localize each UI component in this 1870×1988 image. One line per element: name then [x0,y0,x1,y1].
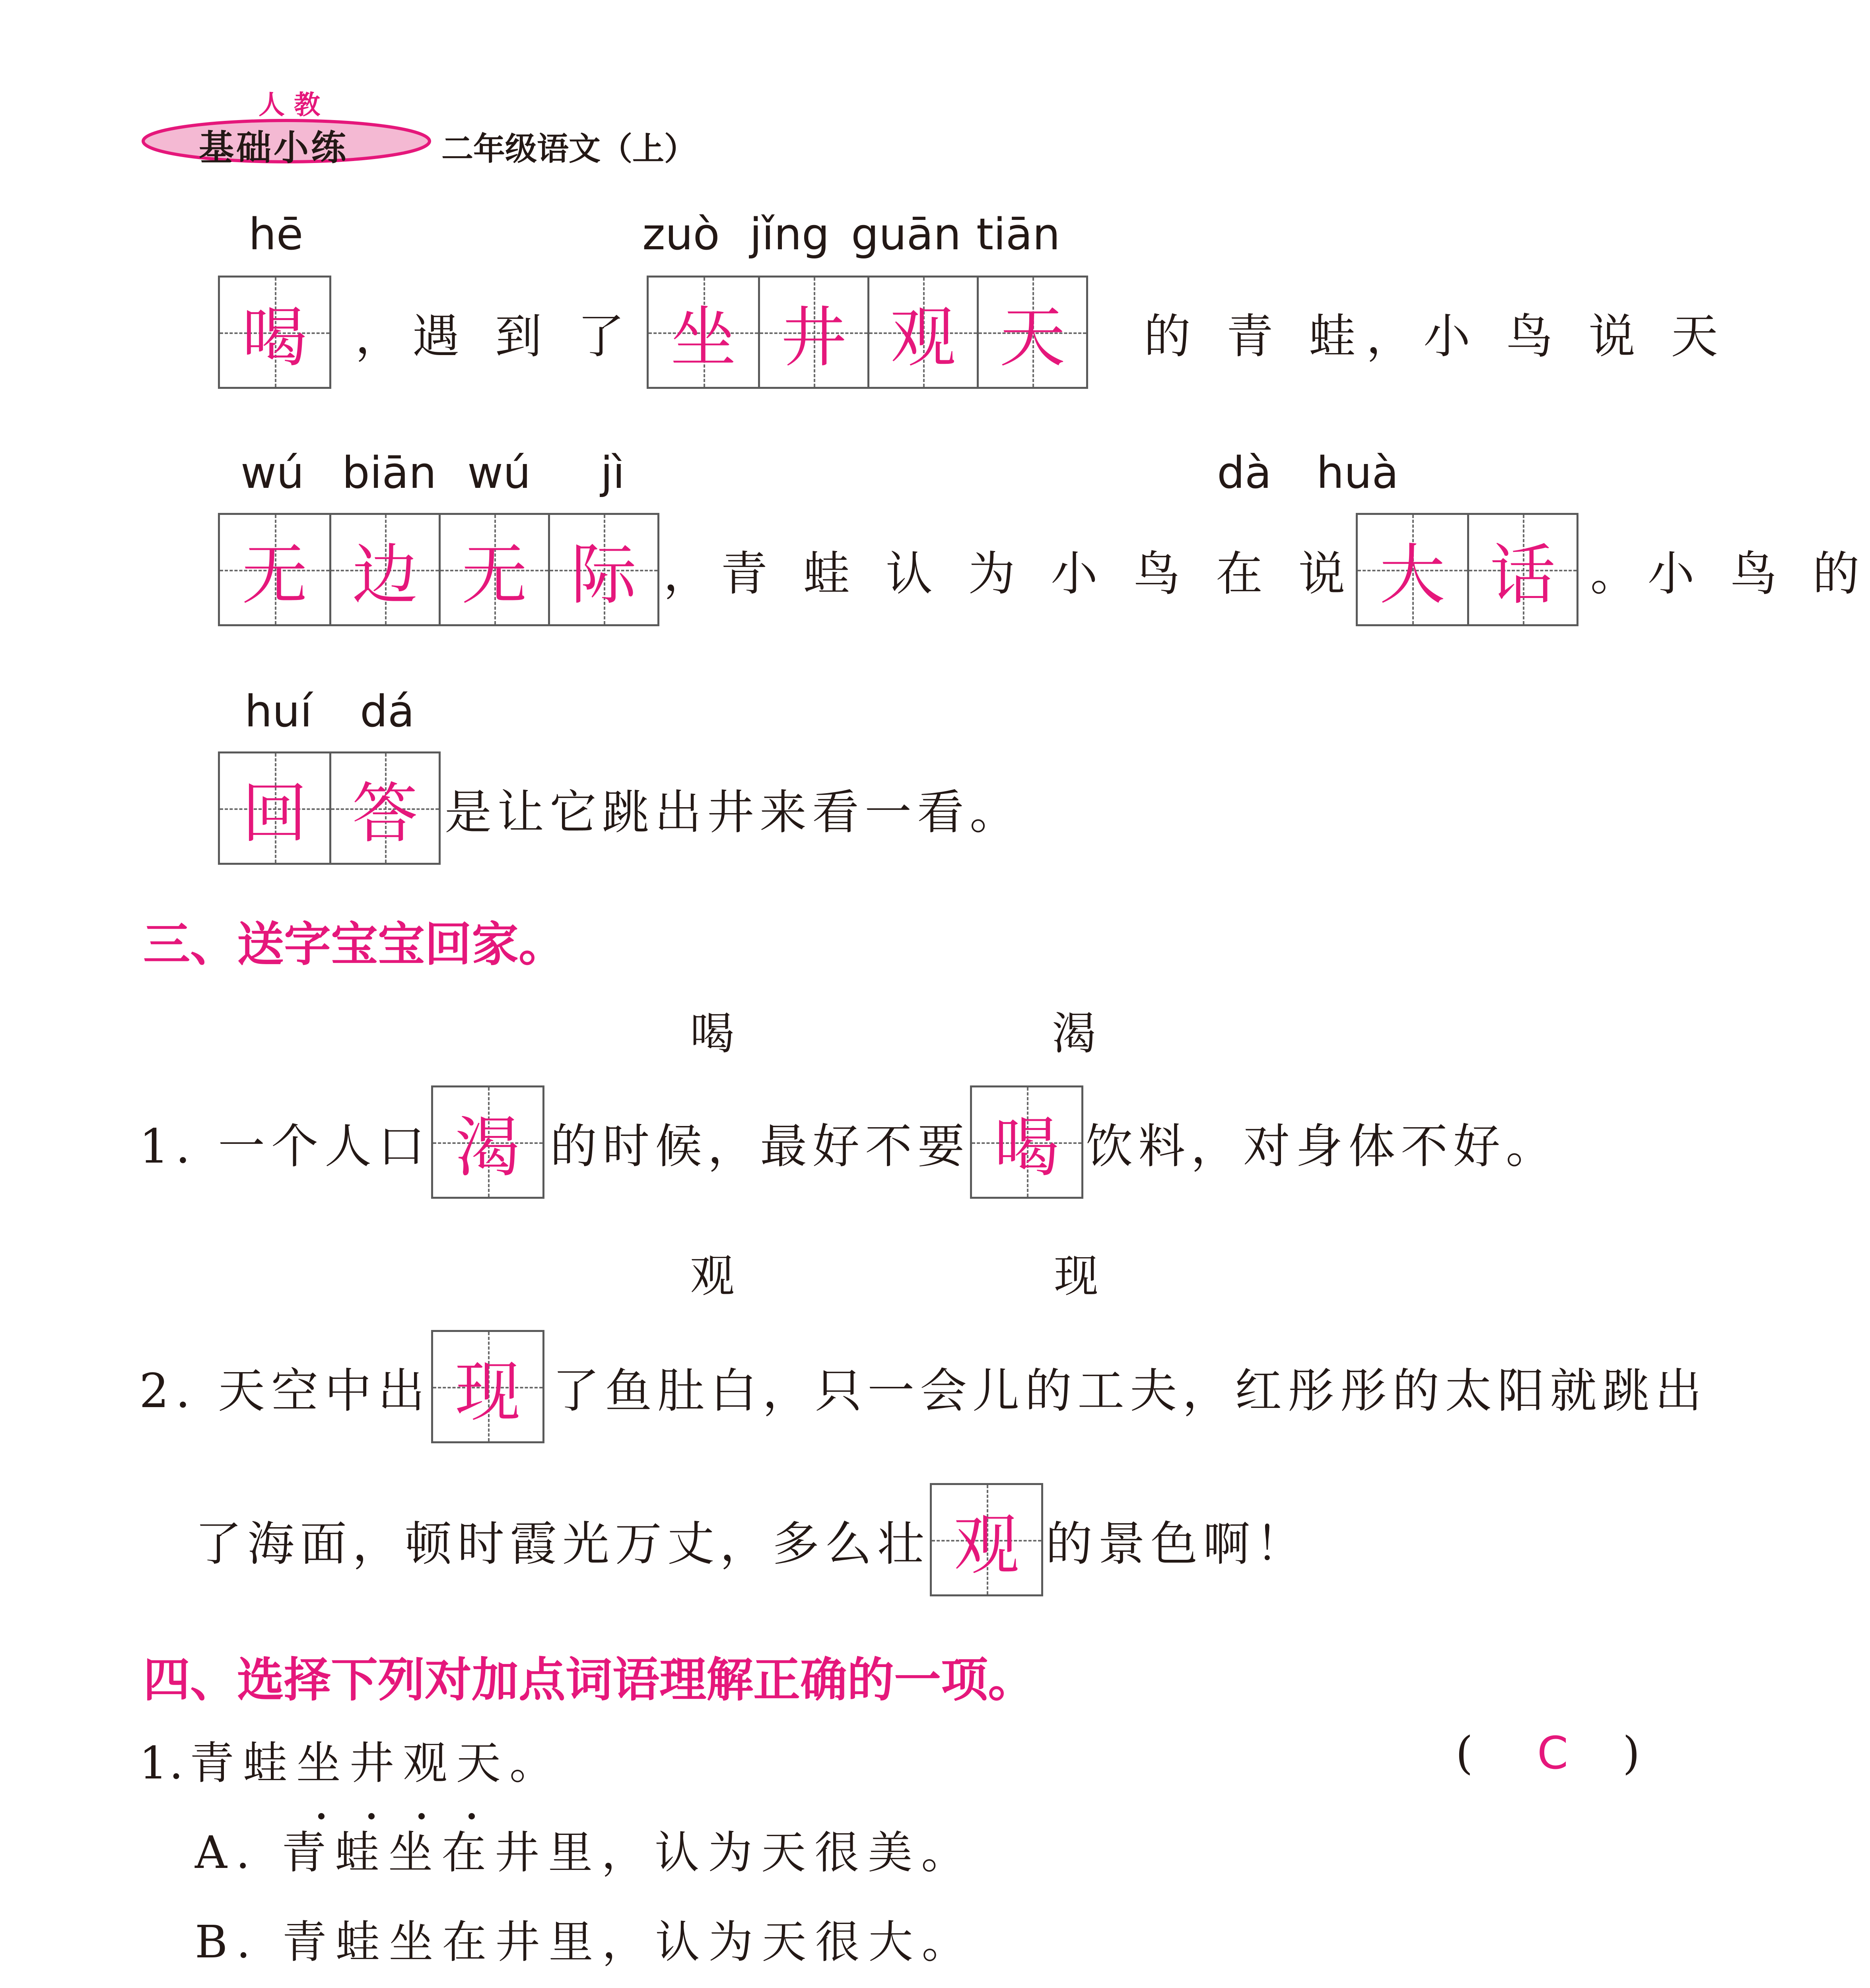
question-text: 1. 一个人口 [139,1118,432,1174]
answer-grid-huida [218,751,441,865]
section-3-title: 三、送字宝宝回家。 [143,917,566,972]
grid-cell: 际 [548,515,657,624]
line-2 [218,513,1870,626]
grid-cell: 无 [439,515,548,624]
text-segment: 的 青 蛙，小 鸟 说 天 [1144,309,1728,364]
pinyin-guan: guān [851,209,961,260]
answer-mark: C [1537,1728,1569,1779]
paren-close: ) [1623,1728,1640,1779]
grid-cell: 喝 [972,1087,1081,1197]
pinyin-da: dà [1217,447,1272,498]
line-3 [218,751,1022,865]
char-choice-he: 喝 [690,1008,735,1060]
line-1 [218,276,1728,389]
dotted-phrase: 坐井观天 [296,1728,509,1792]
pinyin-ji: jì [601,447,625,498]
pinyin-da2: dá [360,686,415,737]
question-3-2 [139,1330,1707,1443]
question-stem: 青蛙 [189,1738,296,1789]
text-segment: 。小 鸟 的 [1590,546,1870,601]
answer-grid [970,1085,1083,1199]
pinyin-tian: tiān [976,209,1060,260]
text-segment: ，遇 到 了 [355,309,635,364]
header [139,83,736,179]
pinyin-hua: huà [1316,447,1399,498]
grid-cell: 坐 [649,278,758,387]
question-3-1 [139,1085,1558,1199]
grid-cell: 观 [867,278,977,387]
char-choice-guan: 观 [690,1250,735,1302]
grid-cell: 喝 [220,278,329,387]
char-choice-ke: 渴 [1052,1008,1096,1060]
option-b: B. 青蛙坐在井里，认为天很大。 [195,1916,975,1968]
grid-cell: 现 [433,1332,542,1441]
grid-cell: 边 [329,515,439,624]
question-3-2-continued [195,1483,1308,1596]
grid-cell: 渴 [433,1087,542,1197]
question-text: 饮料，对身体不好。 [1086,1118,1559,1174]
grid-cell: 天 [977,278,1086,387]
grid-cell: 答 [329,753,439,863]
question-text: 了海面，顿时霞光万丈，多么壮 [195,1516,930,1571]
pinyin-jing: jǐng [750,209,830,260]
pinyin-bian: biān [342,447,437,498]
pinyin-hui: huí [245,686,312,737]
question-4-1 [139,1728,563,1799]
answer-grid-he [218,276,331,389]
question-text: 的景色啊！ [1046,1516,1308,1571]
grid-cell: 大 [1358,515,1467,624]
answer-grid-wubianwuji [218,513,659,626]
char-choice-xian: 现 [1054,1250,1098,1302]
section-4-title: 四、选择下列对加点词语理解正确的一项。 [143,1652,1035,1707]
grid-cell: 无 [220,515,329,624]
grid-cell: 观 [932,1485,1041,1594]
question-number: 1. [139,1738,185,1789]
text-segment: ，青 蛙 认 为 小 鸟 在 说 [663,546,1356,601]
answer-grid [431,1085,544,1199]
answer-grid-zuojingguantian [647,276,1088,389]
publisher-label: 人 教 [259,89,320,120]
answer-grid-dahua [1356,513,1578,626]
question-text: 2. 天空中出 [139,1363,432,1418]
answer-grid [431,1330,544,1443]
pinyin-zuo: zuò [642,209,720,260]
text-segment: 是让它跳出井来看一看。 [445,784,1022,840]
question-text: 了鱼肚白，只一会儿的工夫，红彤彤的太阳就跳出 [552,1363,1708,1418]
question-text: 的时候，最好不要 [550,1118,970,1174]
subject-label: 二年级语文（上） [441,130,696,167]
series-title: 基础小练 [199,127,349,168]
pinyin-wu1: wú [241,447,304,498]
pinyin-wu2: wú [467,447,531,498]
pinyin-he: hē [249,209,303,260]
paren-open: ( [1456,1728,1473,1779]
option-a: A. 青蛙坐在井里，认为天很美。 [195,1827,975,1879]
grid-cell: 回 [220,753,329,863]
grid-cell: 话 [1467,515,1576,624]
grid-cell: 井 [758,278,867,387]
answer-grid [930,1483,1043,1596]
question-stem-end: 。 [509,1738,563,1789]
